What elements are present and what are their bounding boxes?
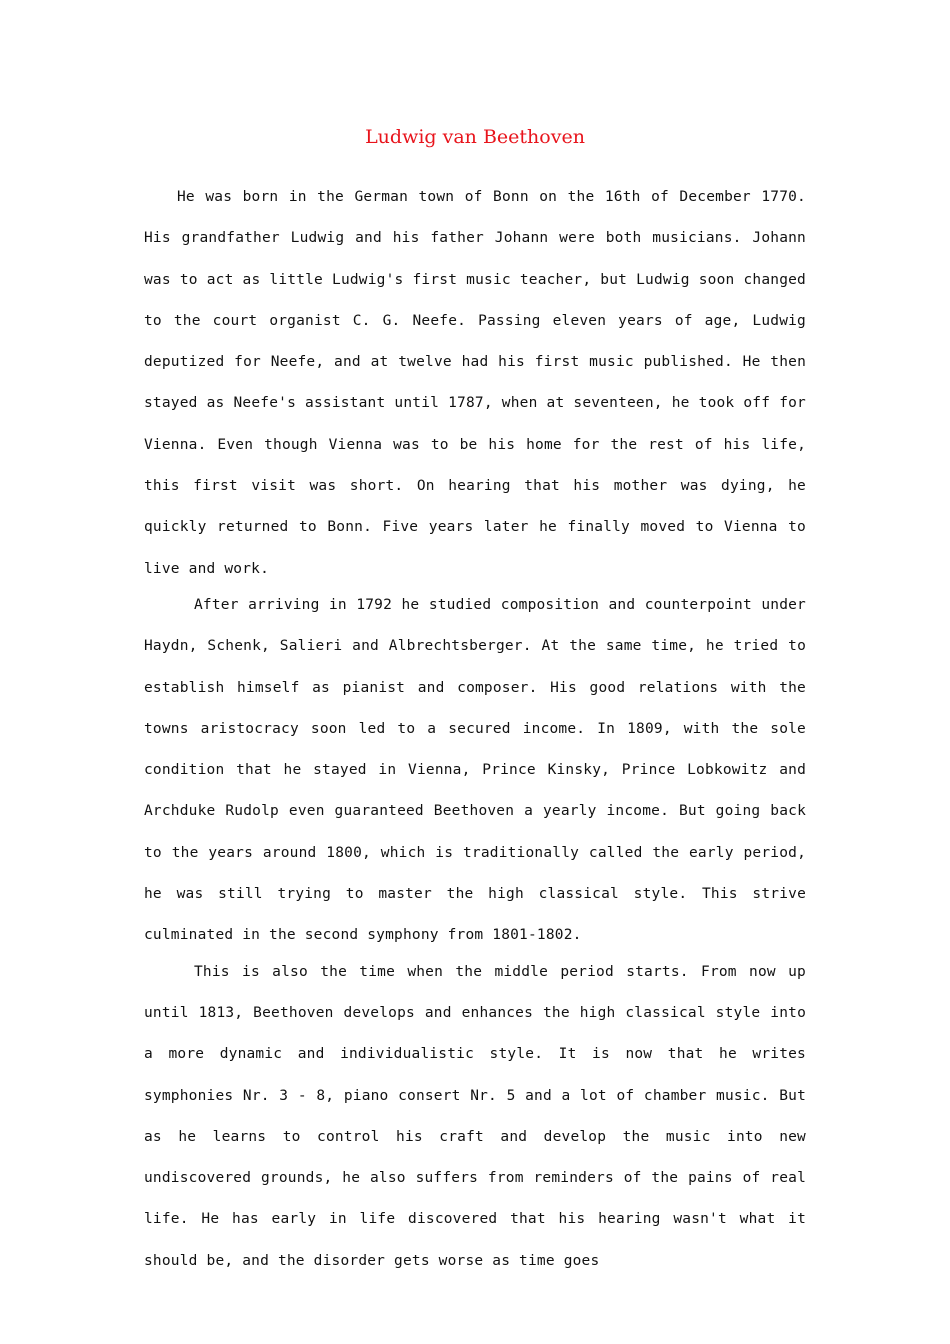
paragraph-3: This is also the time when the middle period starts. From now up until 1813, Beethoven develops and enhances the high classical style into a more dynamic and individualistic style. It is now that he writes symphonies Nr. 3 - 8, piano consert Nr. 5 and a lot of chamber music. But as he learns to control his craft and develop the music into new undiscovered grounds, he also suffers from reminders of the pains of real life. He has early in life discovered that his hearing wasn't what it should be, and the disorder gets worse as time goes (144, 963, 806, 1269)
document-title: Ludwig van Beethoven (365, 126, 585, 148)
paragraph-2: After arriving in 1792 he studied composition and counterpoint under Haydn, Schenk, Salieri and Albrechtsberger. At the same time, he tried to establish himself as pianist and composer. His good relations with the towns aristocracy soon led to a secured income. In 1809, with the sole condition that he stayed in Vienna, Prince Kinsky, Prince Lobkowitz and Archduke Rudolp even guaranteed Beethoven a yearly income. But going back to the years around 1800, which is traditionally called the early period, he was still trying to master the high classical style. This strive culminated in the second symphony from 1801-1802. (144, 596, 806, 944)
paragraph-1: He was born in the German town of Bonn on the 16th of December 1770. His grandfather Ludwig and his father Johann were both musicians. Johann was to act as little Ludwig's first music teacher, but Ludwig soon changed to the court organist C. G. Neefe. Passing eleven years of age, Ludwig deputized for Neefe, and at twelve had his first music published. He then stayed as Neefe's assistant until 1787, when at seventeen, he took off for Vienna. Even though Vienna was to be his home for the rest of his life, this first visit was short. On hearing that his mother was dying, he quickly returned to Bonn. Five years later he finally moved to Vienna to live and work. (144, 189, 806, 577)
document-body (144, 177, 806, 1282)
